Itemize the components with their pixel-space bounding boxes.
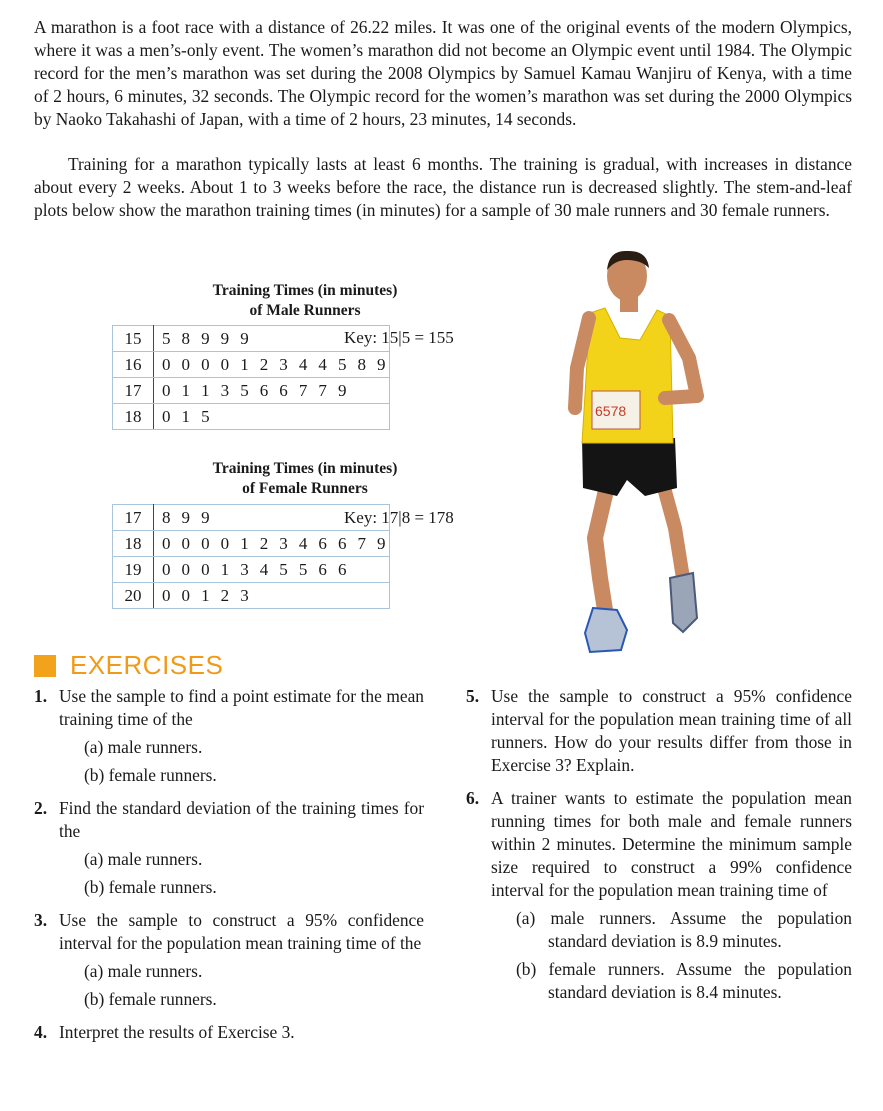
table-row <box>113 404 390 430</box>
exercise-part-a: (a) male runners. Assume the population standard deviation is 8.9 minutes. <box>516 908 852 951</box>
exercise-6 <box>466 787 852 1004</box>
leaves: 0 0 0 0 1 2 3 4 4 5 8 9 <box>154 352 390 378</box>
stem: 19 <box>113 557 154 583</box>
exercise-text: Use the sample to construct a 95% confidence interval for the population mean training time of the <box>59 910 424 953</box>
exercise-number: 6. <box>466 788 480 808</box>
exercise-part-b: (b) female runners. <box>84 989 217 1009</box>
exercise-part-b: (b) female runners. <box>84 877 217 897</box>
leaves: 0 0 1 2 3 <box>154 583 390 609</box>
intro-paragraph-2: Training for a marathon typically lasts at least 6 months. The training is gradual, with increases in distance about every 2 weeks. About 1 to 3 weeks before the race, the distance run is decreased slightly. The stem-and-leaf plots below show the marathon training times (in minutes) for a sample of 30 male runners and 30 female runners. <box>34 154 852 220</box>
exercise-4 <box>34 1021 424 1044</box>
exercise-5 <box>466 685 852 777</box>
exercise-number: 2. <box>34 798 48 818</box>
female-plot-title-line2: of Female Runners <box>242 480 368 497</box>
exercise-2 <box>34 797 424 899</box>
leaves: 0 0 0 1 3 4 5 5 6 6 <box>154 557 390 583</box>
female-plot-key: Key: 17|8 = 178 <box>344 508 454 527</box>
heading-square-icon <box>34 655 56 677</box>
exercise-number: 5. <box>466 686 480 706</box>
exercise-number: 3. <box>34 910 48 930</box>
exercises-left-column <box>34 685 424 1044</box>
exercise-text: Use the sample to find a point estimate for the mean training time of the <box>59 686 424 729</box>
exercise-text: Interpret the results of Exercise 3. <box>59 1022 295 1042</box>
exercise-part-b: (b) female runners. Assume the population standard deviation is 8.4 minutes. <box>516 959 852 1002</box>
exercises-heading <box>34 650 223 681</box>
stem: 18 <box>113 531 154 557</box>
stem: 16 <box>113 352 154 378</box>
stem: 17 <box>113 505 154 531</box>
exercise-text: Find the standard deviation of the training times for the <box>59 798 424 841</box>
table-row <box>113 557 390 583</box>
exercise-part-a: (a) male runners. <box>84 737 203 757</box>
leaves: 5 8 9 9 9 <box>154 326 390 352</box>
male-plot-title <box>140 281 470 321</box>
male-plot-key: Key: 15|5 = 155 <box>344 328 454 347</box>
stem: 15 <box>113 326 154 352</box>
female-plot-title <box>140 459 470 499</box>
runner-bib-number: 6578 <box>595 403 627 419</box>
exercise-part-a: (a) male runners. <box>84 849 203 869</box>
leaves: 0 1 1 3 5 6 6 7 7 9 <box>154 378 390 404</box>
exercise-text: A trainer wants to estimate the population mean running times for both male and female runners within 2 minutes. Determine the minimum sample size required to construct a 99% confidence interval for the population mean training time of <box>491 788 852 900</box>
female-plot-title-line1: Training Times (in minutes) <box>212 460 398 477</box>
exercise-1 <box>34 685 424 787</box>
male-plot-title-line1: Training Times (in minutes) <box>212 282 398 299</box>
stem: 17 <box>113 378 154 404</box>
stem: 18 <box>113 404 154 430</box>
table-row <box>113 583 390 609</box>
exercise-number: 4. <box>34 1022 48 1042</box>
leaves: 8 9 9 <box>154 505 390 531</box>
stem: 20 <box>113 583 154 609</box>
exercises-title: EXERCISES <box>70 650 224 680</box>
male-plot-title-line2: of Male Runners <box>249 302 361 319</box>
table-row <box>113 378 390 404</box>
exercise-number: 1. <box>34 686 48 706</box>
table-row <box>113 531 390 557</box>
table-row <box>113 352 390 378</box>
exercise-3 <box>34 909 424 1011</box>
leaves: 0 0 0 0 1 2 3 4 6 6 7 9 <box>154 531 390 557</box>
leaves: 0 1 5 <box>154 404 390 430</box>
exercise-part-a: (a) male runners. <box>84 961 203 981</box>
exercise-part-b: (b) female runners. <box>84 765 217 785</box>
intro-paragraph-1: A marathon is a foot race with a distance of 26.22 miles. It was one of the original events of the modern Olympics, where it was a men’s-only event. The women’s marathon did not become an Olympic event until 1984. The Olympic record for the men’s marathon was set during the 2008 Olympics by Samuel Kamau Wanjiru of Kenya, with a time of 2 hours, 6 minutes, 32 seconds. The Olympic record for the women’s marathon was set during the 2000 Olympics by Naoko Takahashi of Japan, with a time of 2 hours, 23 minutes, 14 seconds. <box>34 17 852 129</box>
runner-photo <box>565 248 715 658</box>
exercise-text: Use the sample to construct a 95% confidence interval for the population mean training time of all runners. How do your results differ from those in Exercise 3? Explain. <box>491 686 852 775</box>
exercises-right-column <box>466 685 852 1004</box>
